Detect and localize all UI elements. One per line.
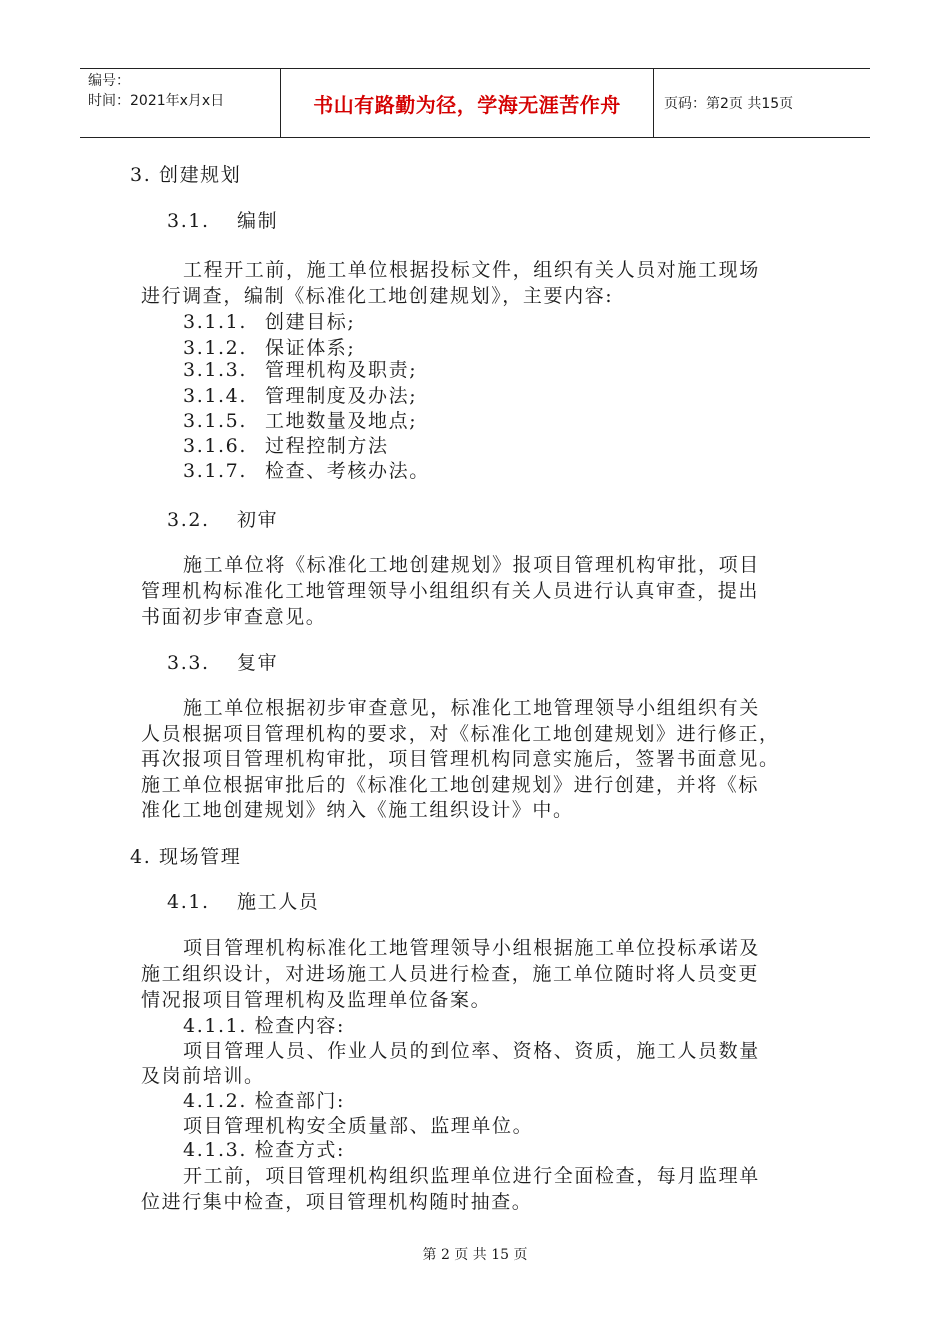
paragraph-line: 书面初步审查意见。 [141,606,327,628]
page-header [80,68,870,138]
paragraph-line: 施工组织设计，对进场施工人员进行检查，施工单位随时将人员变更 [141,963,760,985]
section-title: 初审 [237,509,279,531]
paragraph-line: 开工前，项目管理机构组织监理单位进行全面检查，每月监理单 [183,1165,760,1187]
paragraph-line: 施工单位将《标准化工地创建规划》报项目管理机构审批，项目 [183,554,760,576]
section-number: 3.1. [167,210,210,232]
list-number: 3.1.6. [183,435,247,457]
section-4-heading: 4. 现场管理 [130,846,242,868]
page-footer: 第 2 页 共 15 页 [422,1247,528,1263]
paragraph-line: 项目管理人员、作业人员的到位率、资格、资质，施工人员数量 [183,1040,760,1062]
paragraph-line: 情况报项目管理机构及监理单位备案。 [141,989,492,1011]
list-item [183,309,355,335]
list-number: 3.1.1. [183,311,247,333]
paragraph-line: 人员根据项目管理机构的要求，对《标准化工地创建规划》进行修正， [141,723,780,745]
time-label: 时间：2021年x月x日 [88,93,225,109]
serial-label: 编号： [88,73,130,89]
list-number: 3.1.2. [183,337,247,359]
paragraph-line: 及岗前培训。 [141,1065,265,1087]
list-text: 管理制度及办法; [265,385,418,407]
list-text: 工地数量及地点; [265,410,418,432]
section-3-3-heading [167,650,278,676]
subsection-4-1-1: 4.1.1. 检查内容: [183,1015,346,1037]
section-3-heading: 3. 创建规划 [130,164,242,186]
list-text: 检查、考核办法。 [265,460,430,482]
list-number: 3.1.7. [183,460,247,482]
list-text: 创建目标; [265,311,356,333]
list-number: 3.1.4. [183,385,247,407]
subsection-4-1-2: 4.1.2. 检查部门: [183,1090,346,1112]
section-number: 3.3. [167,652,210,674]
header-page-label: 页码：第2页 共15页 [664,96,794,112]
subsection-4-1-3: 4.1.3. 检查方式: [183,1139,346,1161]
paragraph-line: 施工单位根据初步审查意见，标准化工地管理领导小组组织有关 [183,697,760,719]
section-title: 施工人员 [237,891,320,913]
list-number: 3.1.3. [183,359,247,381]
section-3-2-heading [167,507,278,533]
header-motto: 书山有路勤为径，学海无涯苦作舟 [281,69,654,137]
paragraph-line: 管理机构标准化工地管理领导小组组织有关人员进行认真审查，提出 [141,580,760,602]
list-text: 管理机构及职责; [265,359,418,381]
paragraph-line: 项目管理机构安全质量部、监理单位。 [183,1115,534,1137]
list-item [183,458,430,484]
paragraph-line: 工程开工前，施工单位根据投标文件，组织有关人员对施工现场 [183,259,760,281]
section-title: 编制 [237,210,279,232]
paragraph-line: 项目管理机构标准化工地管理领导小组根据施工单位投标承诺及 [183,937,760,959]
paragraph-line: 进行调查，编制《标准化工地创建规划》，主要内容: [141,285,614,307]
section-number: 4.1. [167,891,210,913]
section-title: 复审 [237,652,279,674]
section-number: 3.2. [167,509,210,531]
section-4-1-heading [167,889,319,915]
section-3-1-heading [167,208,278,234]
list-item [183,433,389,459]
list-item [183,357,417,383]
list-text: 保证体系; [265,337,356,359]
paragraph-line: 施工单位根据审批后的《标准化工地创建规划》进行创建，并将《标 [141,774,760,796]
list-item [183,383,417,409]
list-item [183,408,417,434]
paragraph-line: 位进行集中检查，项目管理机构随时抽查。 [141,1191,533,1213]
header-meta [80,69,281,137]
list-text: 过程控制方法 [265,435,389,457]
paragraph-line: 再次报项目管理机构审批，项目管理机构同意实施后，签署书面意见。 [141,748,780,770]
list-number: 3.1.5. [183,410,247,432]
paragraph-line: 准化工地创建规划》纳入《施工组织设计》中。 [141,799,574,821]
